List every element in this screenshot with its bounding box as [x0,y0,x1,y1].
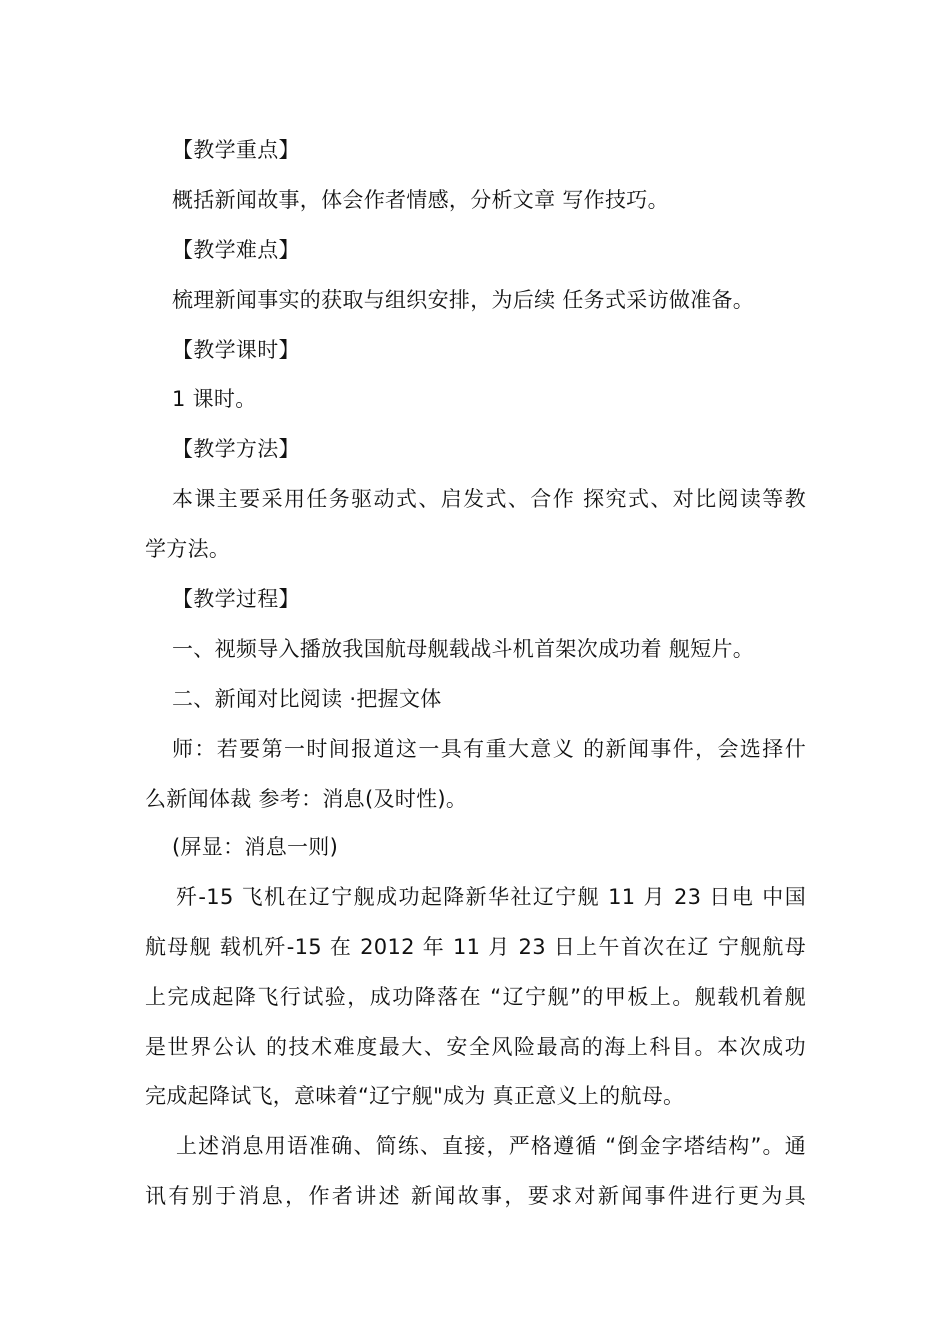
heading-class-hours: 【教学课时】 [172,338,300,362]
news-body-line-1 [176,882,806,912]
news-body-line-2 [145,932,806,962]
paragraph-news-comparison: 二、新闻对比阅读 ·把握文体 [172,687,442,711]
paragraph-analysis-line-1 [176,1131,806,1161]
heading-teaching-difficulty: 【教学难点】 [172,238,300,262]
paragraph-teacher-question-line-1 [172,734,806,764]
heading-teaching-focus: 【教学重点】 [172,138,300,162]
paragraph-class-hours: 1 课时。 [172,387,257,411]
text-line: 讯有别于消息，作者讲述 新闻故事，要求对新闻事件进行更为具 [145,1184,806,1208]
paragraph-teaching-difficulty: 梳理新闻事实的获取与组织安排，为后续 任务式采访做准备。 [172,288,755,312]
news-body-line-4 [145,1032,806,1062]
text-line: 上完成起降飞行试验，成功降落在 “辽宁舰”的甲板上。舰载机着舰 [145,985,806,1009]
paragraph-analysis-line-2 [145,1181,806,1211]
text-line: 师：若要第一时间报道这一具有重大意义 的新闻事件，会选择什 [172,737,806,761]
text-line: 上述消息用语准确、简练、直接，严格遵循 “倒金字塔结构”。通 [176,1134,806,1158]
text-line: 歼-15 飞机在辽宁舰成功起降新华社辽宁舰 11 月 23 日电 中国 [176,885,806,909]
paragraph-video-intro: 一、视频导入播放我国航母舰载战斗机首架次成功着 舰短片。 [172,637,755,661]
text-line: 本课主要采用任务驱动式、启发式、合作 探究式、对比阅读等教 [172,487,806,511]
news-body-line-3 [145,982,806,1012]
paragraph-teaching-methods-line-1 [172,484,806,514]
paragraph-teaching-methods-line-2: 学方法。 [145,537,231,561]
paragraph-screen-note: (屏显：消息一则) [172,835,339,859]
news-body-line-5: 完成起降试飞，意味着“辽宁舰"成为 真正意义上的航母。 [145,1084,685,1108]
heading-teaching-methods: 【教学方法】 [172,437,300,461]
text-line: 航母舰 载机歼-15 在 2012 年 11 月 23 日上午首次在辽 宁舰航母 [145,935,806,959]
paragraph-teaching-focus: 概括新闻故事，体会作者情感，分析文章 写作技巧。 [172,188,669,212]
heading-teaching-process: 【教学过程】 [172,587,300,611]
paragraph-teacher-question-line-2: 么新闻体裁 参考：消息(及时性)。 [145,787,468,811]
text-line: 是世界公认 的技术难度最大、安全风险最高的海上科目。本次成功 [145,1035,806,1059]
